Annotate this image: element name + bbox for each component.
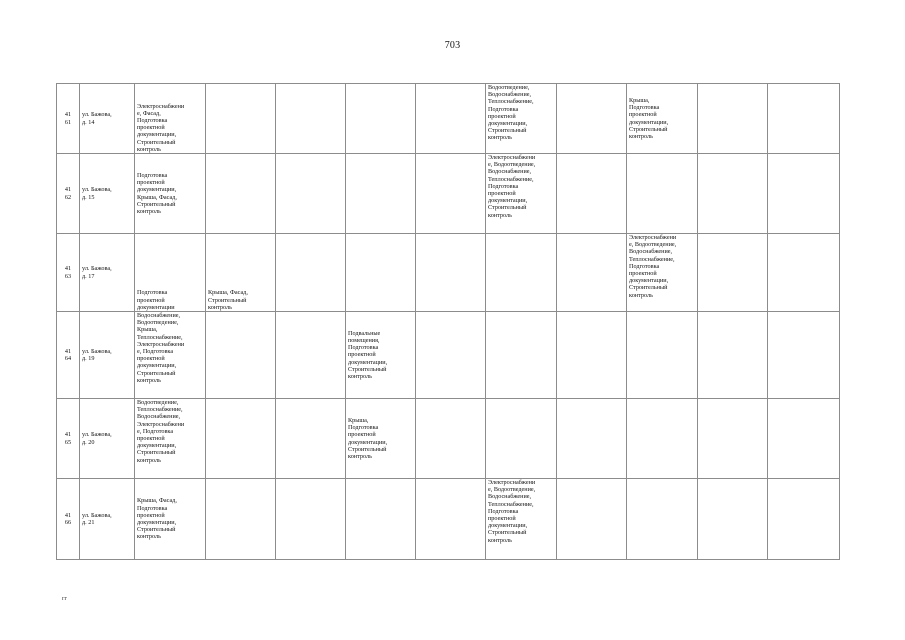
work-cell xyxy=(486,234,557,312)
work-cell xyxy=(627,84,698,154)
work-cell xyxy=(627,479,698,560)
address-cell xyxy=(80,234,135,312)
work-cell xyxy=(557,84,627,154)
work-cell xyxy=(627,312,698,399)
work-cell xyxy=(206,84,276,154)
work-cell xyxy=(698,399,768,479)
address-text: ул. Бажова, д. 15 xyxy=(82,186,112,201)
page-number: 703 xyxy=(444,40,461,51)
address-text: ул. Бажова, д. 19 xyxy=(82,347,112,362)
work-cell xyxy=(416,399,486,479)
work-cell xyxy=(486,154,557,234)
work-cell xyxy=(276,479,346,560)
table-row xyxy=(57,312,840,399)
work-description: Подготовка проектной документации, Крыша, Фасад, Строительный контроль xyxy=(137,171,177,215)
work-cell xyxy=(416,479,486,560)
row-number-cell xyxy=(57,234,80,312)
work-cell xyxy=(627,399,698,479)
work-cell xyxy=(698,234,768,312)
address-text: ул. Бажова, д. 21 xyxy=(82,511,112,526)
work-cell xyxy=(416,154,486,234)
work-description: Электроснабжени е, Водоотведение, Водоснабжение, Теплоснабжение, Подготовка проектной документации, Строительный контроль xyxy=(488,479,536,544)
work-description: Крыша, Подготовка проектной документации, Строительный контроль xyxy=(348,416,388,460)
work-description: Подготовка проектной документации xyxy=(137,289,175,311)
work-cell xyxy=(768,479,840,560)
address-text: ул. Бажова, д. 20 xyxy=(82,431,112,446)
work-cell xyxy=(627,154,698,234)
work-cell xyxy=(135,84,206,154)
address-cell xyxy=(80,399,135,479)
work-cell xyxy=(416,312,486,399)
footer-mark: гг xyxy=(62,596,67,602)
work-cell xyxy=(698,154,768,234)
work-description: Водоснабжение, Водоотведение, Крыша, Теплоснабжение, Электроснабжени е, Подготовка проектной документации, Строительный контроль xyxy=(137,312,185,384)
row-number-cell xyxy=(57,399,80,479)
work-cell xyxy=(206,312,276,399)
work-cell xyxy=(486,479,557,560)
work-description: Электроснабжени е, Водоотведение, Водоснабжение, Теплоснабжение, Подготовка проектной документации, Строительный контроль xyxy=(629,234,677,299)
row-number: 41 63 xyxy=(64,265,72,280)
work-cell xyxy=(768,234,840,312)
work-cell xyxy=(135,154,206,234)
work-cell xyxy=(557,154,627,234)
work-description: Электроснабжени е, Фасад, Подготовка проектной документации, Строительный контроль xyxy=(137,102,185,153)
address-text: ул. Бажова, д. 14 xyxy=(82,111,112,126)
work-cell xyxy=(206,154,276,234)
address-cell xyxy=(80,154,135,234)
work-cell xyxy=(346,479,416,560)
work-cell xyxy=(698,312,768,399)
address-cell xyxy=(80,479,135,560)
row-number: 41 64 xyxy=(64,347,72,362)
work-cell xyxy=(768,154,840,234)
work-description: Крыша, Подготовка проектной документации, Строительный контроль xyxy=(629,96,669,140)
work-cell xyxy=(486,84,557,154)
work-cell xyxy=(135,399,206,479)
row-number: 41 61 xyxy=(64,111,72,126)
address-cell xyxy=(80,84,135,154)
work-description: Водоотведение, Теплоснабжение, Водоснабжение, Электроснабжени е, Подготовка проектной документации, Строительный контроль xyxy=(137,399,185,464)
row-number-cell xyxy=(57,154,80,234)
work-cell xyxy=(698,84,768,154)
work-cell xyxy=(346,154,416,234)
table-row xyxy=(57,479,840,560)
work-cell xyxy=(276,154,346,234)
work-cell xyxy=(416,234,486,312)
work-cell xyxy=(698,479,768,560)
work-cell xyxy=(557,479,627,560)
row-number: 41 62 xyxy=(64,186,72,201)
work-cell xyxy=(416,84,486,154)
work-description: Водоотведение, Водоснабжение, Теплоснабжение, Подготовка проектной документации, Строительный контроль xyxy=(488,84,534,142)
row-number-cell xyxy=(57,312,80,399)
work-cell xyxy=(557,399,627,479)
repair-schedule-table xyxy=(56,83,840,560)
work-cell xyxy=(276,399,346,479)
address-text: ул. Бажова, д. 17 xyxy=(82,265,112,280)
work-cell xyxy=(486,399,557,479)
table-row xyxy=(57,154,840,234)
work-cell xyxy=(206,399,276,479)
work-cell xyxy=(135,312,206,399)
work-description: Электроснабжени е, Водоотведение, Водоснабжение, Теплоснабжение, Подготовка проектной документации, Строительный контроль xyxy=(488,154,536,219)
work-description: Крыша, Фасад, Строительный контроль xyxy=(208,289,248,311)
work-description: Подвальные помещения, Подготовка проектной документации, Строительный контроль xyxy=(348,329,388,380)
work-cell xyxy=(627,234,698,312)
table-row xyxy=(57,84,840,154)
work-cell xyxy=(346,84,416,154)
address-cell xyxy=(80,312,135,399)
row-number-cell xyxy=(57,84,80,154)
work-description: Крыша, Фасад, Подготовка проектной документации, Строительный контроль xyxy=(137,497,177,541)
work-cell xyxy=(346,312,416,399)
work-cell xyxy=(768,84,840,154)
work-cell xyxy=(206,234,276,312)
work-cell xyxy=(206,479,276,560)
table-row xyxy=(57,399,840,479)
work-cell xyxy=(276,234,346,312)
row-number: 41 66 xyxy=(64,511,72,526)
row-number-cell xyxy=(57,479,80,560)
work-cell xyxy=(135,234,206,312)
work-cell xyxy=(768,399,840,479)
work-cell xyxy=(557,312,627,399)
work-cell xyxy=(135,479,206,560)
work-cell xyxy=(486,312,557,399)
work-cell xyxy=(768,312,840,399)
work-cell xyxy=(346,399,416,479)
work-cell xyxy=(557,234,627,312)
work-cell xyxy=(276,312,346,399)
work-cell xyxy=(346,234,416,312)
work-cell xyxy=(276,84,346,154)
table-row xyxy=(57,234,840,312)
row-number: 41 65 xyxy=(64,431,72,446)
